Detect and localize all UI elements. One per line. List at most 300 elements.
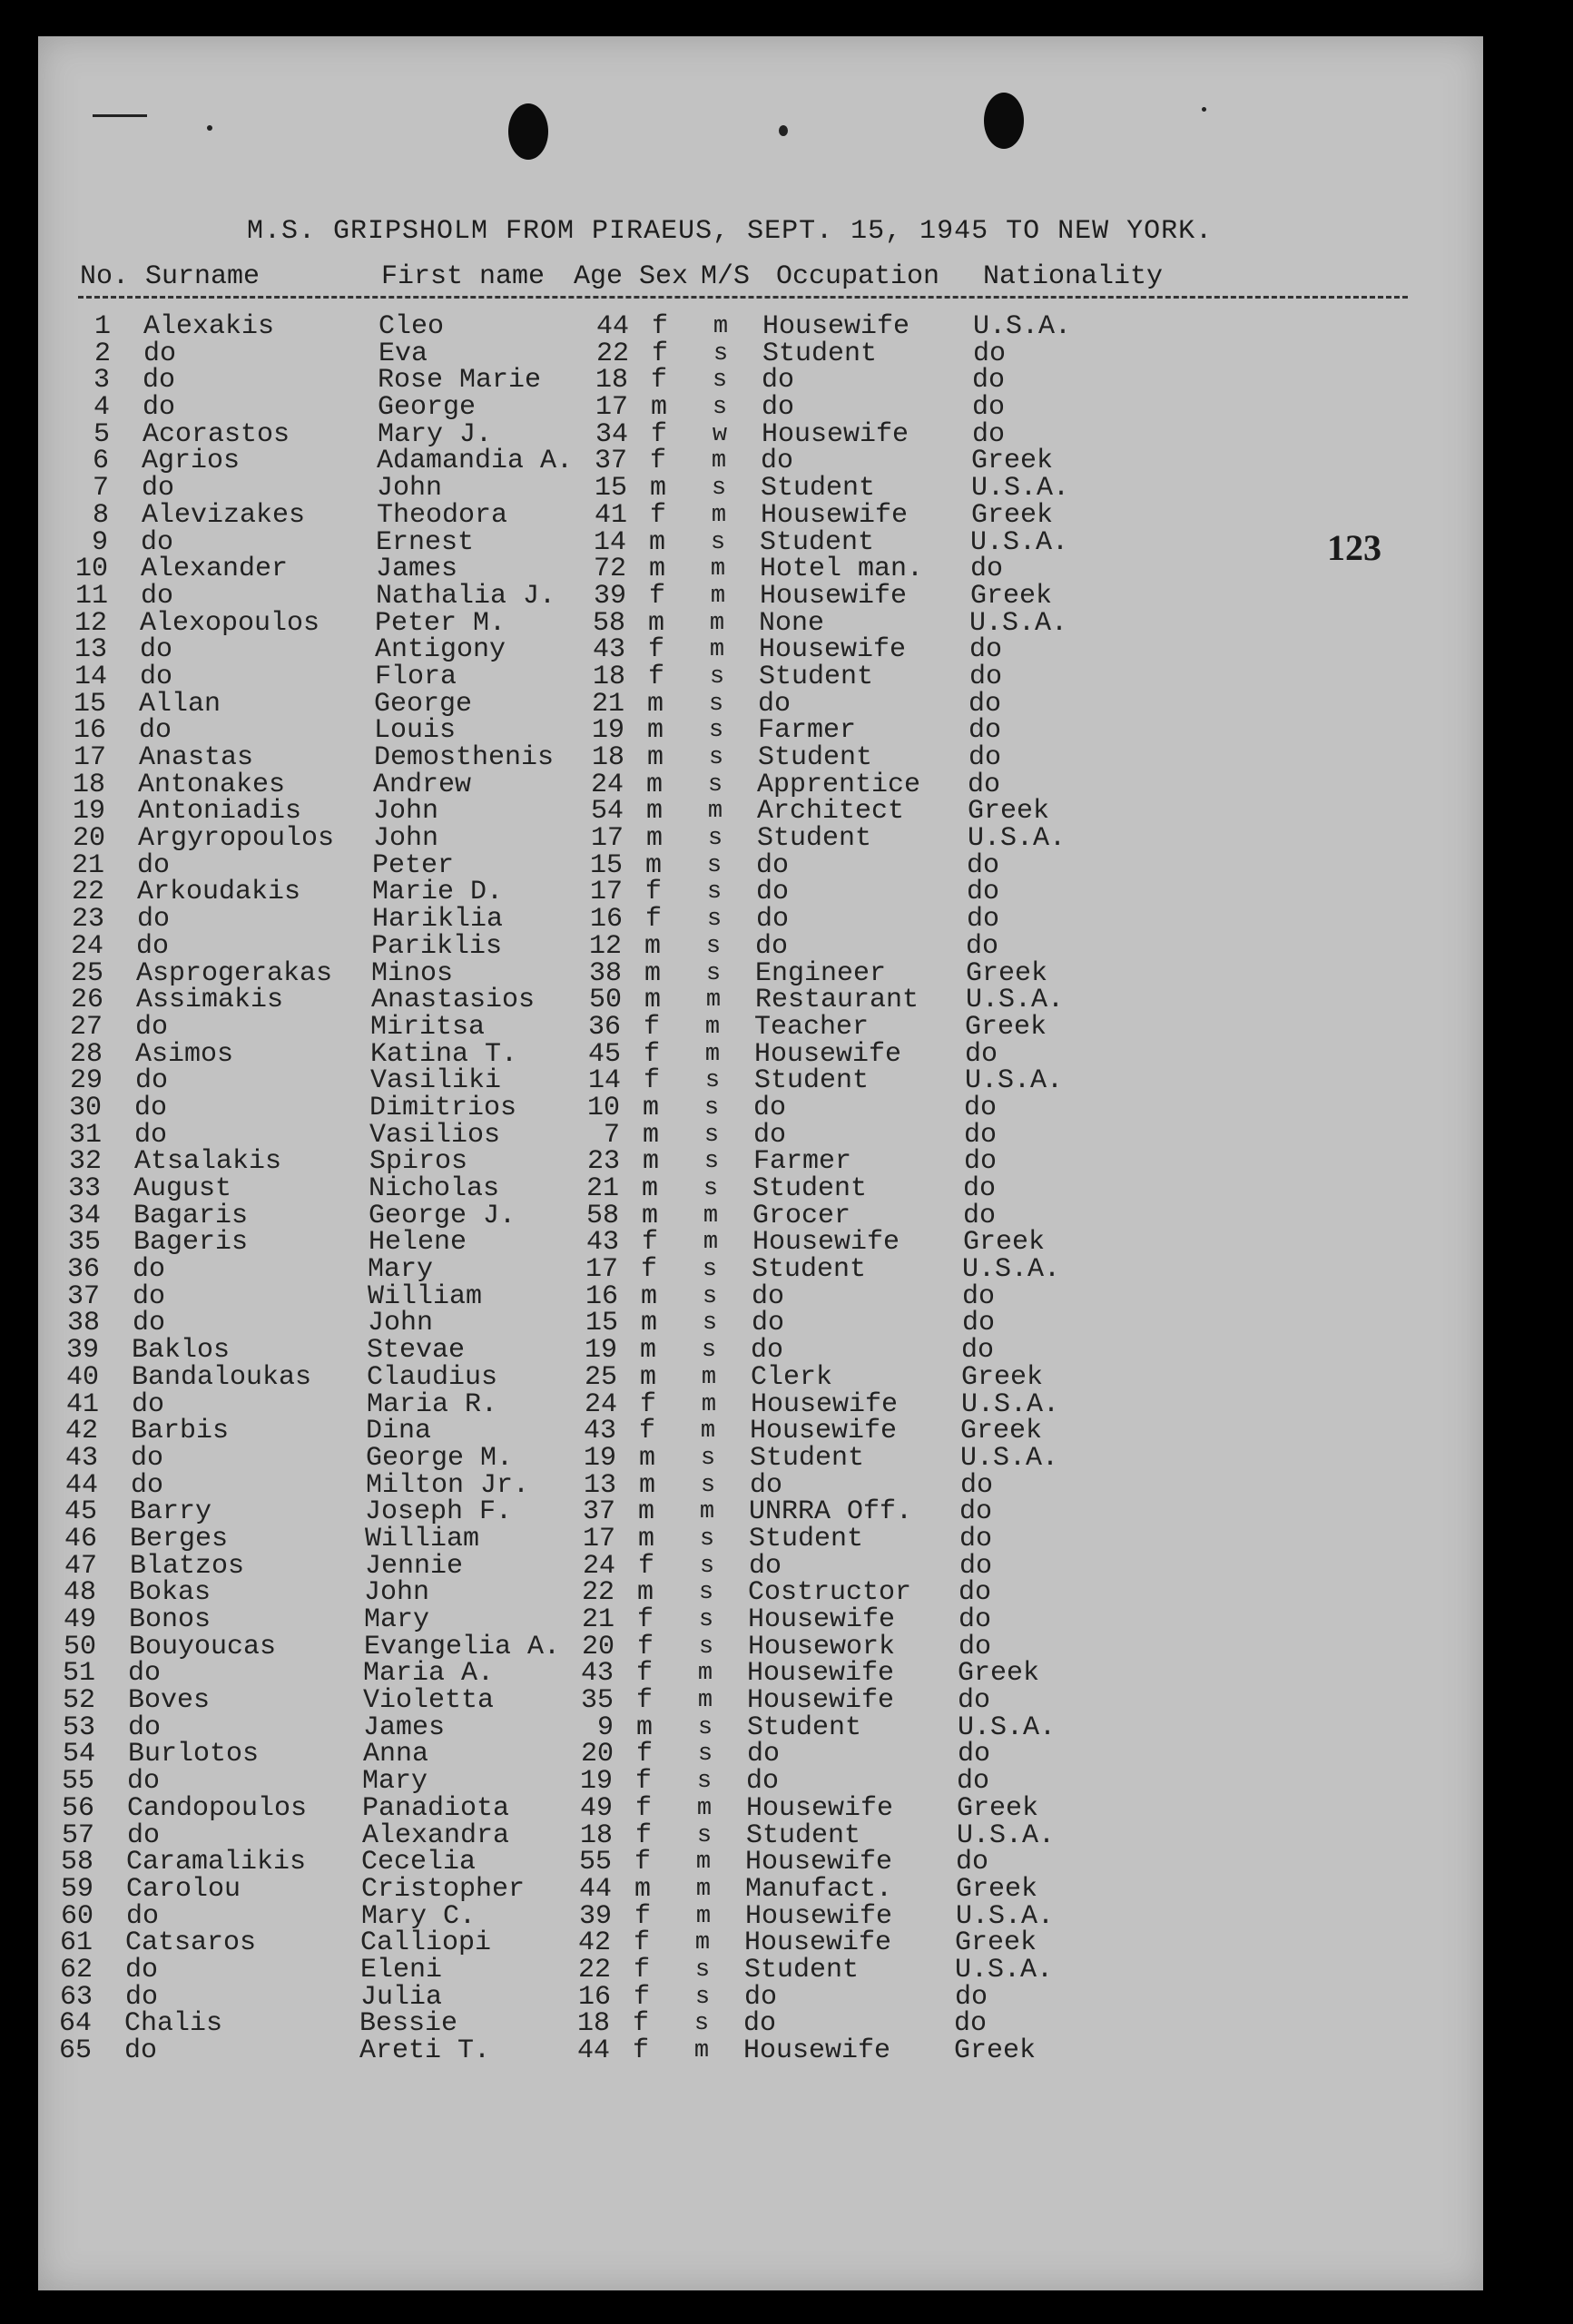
surname-cell: Bokas: [129, 1577, 211, 1609]
first-name-cell: Marie D.: [372, 877, 504, 908]
row-number-cell: 44: [64, 1469, 98, 1501]
table-row: [38, 2037, 1483, 2064]
marital-status-cell: m: [695, 1902, 712, 1930]
row-number-cell: 15: [73, 688, 106, 720]
table-row: [38, 1633, 1483, 1661]
sex-cell: f: [634, 1847, 651, 1878]
marital-status-cell: m: [699, 1498, 715, 1526]
age-cell: 18: [579, 1819, 613, 1851]
marital-status-cell: s: [707, 770, 723, 799]
nationality-cell: do: [957, 1766, 990, 1798]
first-name-cell: Antigony: [375, 634, 506, 666]
occupation-cell: Teacher: [754, 1011, 870, 1043]
marital-status-cell: s: [712, 367, 728, 395]
surname-cell: Catsaros: [125, 1927, 257, 1959]
marital-status-cell: m: [697, 1687, 713, 1715]
row-number-cell: 8: [92, 499, 109, 531]
first-name-cell: James: [376, 554, 458, 585]
table-row: [38, 1577, 1483, 1609]
age-cell: 9: [596, 1711, 614, 1743]
occupation-cell: do: [752, 1308, 785, 1339]
age-cell: 44: [576, 2035, 610, 2066]
first-name-cell: Dimitrios: [369, 1092, 517, 1123]
age-cell: 23: [586, 1146, 620, 1178]
nationality-cell: do: [969, 634, 1003, 666]
first-name-cell: Flora: [375, 661, 457, 692]
sex-cell: f: [651, 311, 668, 342]
first-name-cell: Cristopher: [361, 1873, 526, 1905]
row-number-cell: 59: [60, 1873, 93, 1905]
table-row: [38, 555, 1483, 583]
occupation-cell: Housewife: [751, 1388, 899, 1420]
occupation-cell: do: [749, 1550, 782, 1582]
age-cell: 24: [590, 769, 624, 800]
occupation-cell: Student: [746, 1819, 861, 1851]
surname-cell: do: [141, 526, 174, 558]
row-number-cell: 27: [69, 1011, 103, 1043]
age-cell: 19: [583, 1442, 616, 1474]
sex-cell: m: [642, 1146, 659, 1178]
row-number-cell: 7: [92, 473, 109, 505]
occupation-cell: Student: [750, 1442, 865, 1474]
row-number-cell: 54: [62, 1739, 95, 1770]
surname-cell: do: [135, 1011, 169, 1043]
marital-status-cell: m: [696, 1794, 713, 1822]
sex-cell: f: [650, 365, 667, 397]
row-number-cell: 34: [67, 1200, 101, 1231]
marital-status-cell: m: [703, 1201, 719, 1230]
row-number-cell: 51: [62, 1658, 95, 1690]
table-row: [38, 1658, 1483, 1690]
surname-cell: do: [137, 904, 171, 936]
first-name-cell: Alexandra: [362, 1819, 510, 1851]
first-name-cell: Hariklia: [372, 904, 504, 936]
first-name-cell: William: [365, 1523, 480, 1554]
surname-cell: do: [126, 1900, 160, 1932]
header-occupation: Occupation: [776, 261, 940, 292]
age-cell: 18: [576, 2008, 610, 2040]
first-name-cell: Cecelia: [361, 1847, 477, 1878]
nationality-cell: Greek: [963, 1227, 1046, 1259]
first-name-cell: Vasilios: [369, 1119, 501, 1151]
marital-status-cell: m: [710, 582, 726, 610]
sex-cell: f: [650, 418, 667, 450]
table-row: [38, 715, 1483, 747]
surname-cell: Antoniadis: [138, 796, 302, 828]
sex-cell: f: [634, 1900, 651, 1932]
nationality-cell: do: [972, 365, 1006, 397]
first-name-cell: John: [373, 796, 439, 828]
surname-cell: Bagaris: [133, 1200, 249, 1231]
first-name-cell: Nicholas: [369, 1173, 500, 1204]
occupation-cell: Housewife: [752, 1227, 900, 1259]
first-name-cell: Nathalia J.: [376, 580, 556, 612]
nationality-cell: do: [954, 2008, 988, 2040]
surname-cell: Agrios: [142, 446, 241, 477]
occupation-cell: do: [747, 1739, 781, 1770]
table-row: [38, 1469, 1483, 1501]
nationality-cell: U.S.A.: [973, 311, 1072, 342]
table-row: [38, 392, 1483, 424]
occupation-cell: Student: [760, 526, 875, 558]
table-row: [38, 823, 1483, 855]
age-cell: 37: [594, 446, 627, 477]
nationality-cell: Greek: [971, 446, 1054, 477]
marital-status-cell: s: [708, 717, 724, 745]
nationality-cell: U.S.A.: [960, 1442, 1059, 1474]
row-number-cell: 61: [59, 1927, 93, 1959]
table-row: [38, 1900, 1483, 1932]
first-name-cell: John: [373, 823, 439, 855]
row-number-cell: 65: [58, 2035, 92, 2066]
age-cell: 43: [583, 1416, 616, 1447]
age-cell: 58: [585, 1200, 619, 1231]
age-cell: 22: [581, 1577, 614, 1609]
occupation-cell: do: [753, 1092, 787, 1123]
table-row: [38, 849, 1483, 881]
age-cell: 35: [580, 1685, 614, 1717]
marital-status-cell: m: [695, 1848, 712, 1877]
age-cell: 38: [588, 957, 622, 989]
nationality-cell: Greek: [954, 2035, 1037, 2066]
sex-cell: f: [640, 1254, 657, 1286]
table-row: [38, 1496, 1483, 1528]
age-cell: 21: [591, 688, 624, 720]
occupation-cell: Student: [762, 338, 878, 369]
first-name-cell: Louis: [374, 715, 457, 747]
nationality-cell: do: [959, 1631, 992, 1662]
sex-cell: f: [633, 1927, 650, 1959]
age-cell: 37: [582, 1496, 615, 1528]
row-number-cell: 30: [68, 1092, 102, 1123]
marital-status-cell: s: [703, 1121, 720, 1149]
nationality-cell: do: [963, 1200, 997, 1231]
sex-cell: f: [636, 1604, 654, 1635]
row-number-cell: 14: [74, 661, 107, 692]
row-number-cell: 60: [60, 1900, 93, 1932]
nationality-cell: do: [964, 1092, 998, 1123]
nationality-cell: do: [972, 418, 1006, 450]
sex-cell: f: [632, 2008, 649, 2040]
occupation-cell: Housewife: [761, 499, 909, 531]
sex-cell: m: [646, 688, 664, 720]
marital-status-cell: s: [697, 1741, 713, 1769]
table-row: [38, 313, 1483, 340]
table-row: [38, 1766, 1483, 1798]
first-name-cell: Mary: [364, 1604, 430, 1635]
table-row: [38, 1094, 1483, 1122]
first-name-cell: Spiros: [369, 1146, 468, 1178]
age-cell: 22: [577, 1954, 611, 1986]
occupation-cell: do: [761, 446, 794, 477]
occupation-cell: Architect: [757, 796, 905, 828]
sex-cell: f: [635, 1685, 653, 1717]
age-cell: 24: [582, 1550, 615, 1582]
marital-status-cell: m: [701, 1363, 717, 1391]
nationality-cell: do: [968, 688, 1002, 720]
first-name-cell: Eva: [379, 338, 428, 369]
surname-cell: Bageris: [133, 1227, 249, 1259]
table-row: [38, 1065, 1483, 1097]
sex-cell: f: [632, 2035, 649, 2066]
sex-cell: m: [644, 985, 661, 1016]
surname-cell: Alexander: [141, 554, 289, 585]
marital-status-cell: s: [696, 1821, 713, 1849]
marital-status-cell: m: [709, 636, 725, 664]
marital-status-cell: s: [703, 1148, 720, 1176]
sex-cell: f: [635, 1658, 653, 1690]
age-cell: 18: [591, 742, 624, 773]
marital-status-cell: s: [699, 1525, 715, 1553]
occupation-cell: do: [756, 877, 790, 908]
age-cell: 24: [584, 1388, 617, 1420]
occupation-cell: Housewife: [762, 418, 909, 450]
marital-status-cell: s: [700, 1444, 716, 1472]
table-row: [38, 1711, 1483, 1743]
occupation-cell: Housewife: [750, 1416, 898, 1447]
row-number-cell: 56: [61, 1792, 94, 1824]
surname-cell: do: [139, 715, 172, 747]
nationality-cell: Greek: [958, 1658, 1040, 1690]
nationality-cell: do: [958, 1685, 991, 1717]
occupation-cell: Housewife: [745, 1847, 893, 1878]
first-name-cell: Mary J.: [378, 418, 493, 450]
occupation-cell: Student: [749, 1523, 864, 1554]
first-name-cell: James: [363, 1711, 446, 1743]
row-number-cell: 33: [67, 1173, 101, 1204]
marital-status-cell: m: [695, 1875, 712, 1903]
row-number-cell: 16: [73, 715, 106, 747]
nationality-cell: Greek: [971, 499, 1054, 531]
marital-status-cell: s: [703, 1175, 719, 1202]
marital-status-cell: m: [703, 1229, 719, 1257]
header-ms: M/S: [701, 261, 751, 292]
first-name-cell: Violetta: [363, 1685, 495, 1717]
sex-cell: f: [649, 446, 666, 477]
ink-speck: [779, 125, 788, 136]
row-number-cell: 5: [93, 418, 110, 450]
sex-cell: f: [633, 1954, 650, 1986]
nationality-cell: do: [966, 930, 999, 962]
sex-cell: m: [635, 1711, 653, 1743]
occupation-cell: UNRRA Off.: [749, 1496, 913, 1528]
occupation-cell: do: [746, 1766, 780, 1798]
table-row: [38, 340, 1483, 368]
sex-cell: m: [642, 1119, 659, 1151]
first-name-cell: Rose Marie: [378, 365, 542, 397]
sex-cell: f: [634, 1766, 652, 1798]
occupation-cell: Engineer: [755, 957, 887, 989]
marital-status-cell: s: [706, 851, 723, 879]
surname-cell: do: [124, 2035, 158, 2066]
row-number-cell: 17: [73, 742, 106, 773]
age-cell: 39: [593, 580, 626, 612]
first-name-cell: George: [378, 392, 477, 424]
surname-cell: Carolou: [126, 1873, 241, 1905]
first-name-cell: Vasiliki: [370, 1065, 502, 1097]
nationality-cell: do: [969, 661, 1003, 692]
nationality-cell: Greek: [961, 1361, 1044, 1393]
marital-status-cell: s: [701, 1337, 717, 1365]
first-name-cell: Peter M.: [375, 607, 506, 639]
sex-cell: m: [645, 796, 663, 828]
row-number-cell: 58: [60, 1847, 93, 1878]
table-row: [38, 1792, 1483, 1824]
marital-status-cell: s: [702, 1282, 718, 1310]
row-number-cell: 57: [61, 1819, 94, 1851]
nationality-cell: do: [967, 849, 1000, 881]
header-age: Age: [574, 261, 624, 292]
occupation-cell: Housewife: [747, 1658, 895, 1690]
table-row: [38, 418, 1483, 450]
table-row: [38, 1873, 1483, 1905]
nationality-cell: do: [955, 1981, 988, 2013]
surname-cell: do: [128, 1658, 162, 1690]
surname-cell: do: [140, 634, 173, 666]
age-cell: 15: [589, 849, 623, 881]
surname-cell: do: [133, 1280, 166, 1312]
first-name-cell: Maria A.: [363, 1658, 495, 1690]
age-cell: 41: [594, 499, 627, 531]
occupation-cell: None: [759, 607, 825, 639]
occupation-cell: Housework: [748, 1631, 896, 1662]
nationality-cell: Greek: [956, 1873, 1038, 1905]
table-row: [38, 1442, 1483, 1474]
row-number-cell: 49: [63, 1604, 96, 1635]
punch-hole-right: [984, 93, 1024, 149]
table-row: [38, 986, 1483, 1014]
sex-cell: f: [637, 1550, 654, 1582]
marital-status-cell: m: [709, 609, 725, 637]
table-row: [38, 607, 1483, 639]
nationality-cell: U.S.A.: [966, 985, 1065, 1016]
first-name-cell: Panadiota: [362, 1792, 510, 1824]
nationality-cell: do: [968, 742, 1002, 773]
sex-cell: m: [641, 1200, 658, 1231]
marital-status-cell: m: [711, 447, 727, 476]
sex-cell: f: [647, 634, 664, 666]
first-name-cell: Dina: [366, 1416, 432, 1447]
table-row: [38, 473, 1483, 505]
age-cell: 72: [593, 554, 626, 585]
nationality-cell: do: [959, 1523, 993, 1554]
row-number-cell: 36: [66, 1254, 100, 1286]
table-row: [38, 1525, 1483, 1553]
sex-cell: f: [636, 1631, 654, 1662]
sex-cell: m: [644, 930, 661, 962]
sex-cell: m: [646, 715, 664, 747]
marital-status-cell: m: [693, 2037, 710, 2064]
sex-cell: f: [651, 338, 668, 369]
sex-cell: m: [645, 823, 663, 855]
marital-status-cell: m: [710, 555, 726, 583]
row-number-cell: 38: [66, 1308, 100, 1339]
first-name-cell: Joseph F.: [365, 1496, 513, 1528]
table-row: [38, 1011, 1483, 1043]
first-name-cell: Andrew: [373, 769, 472, 800]
marital-status-cell: s: [694, 1956, 711, 1984]
punch-hole-left: [508, 103, 548, 160]
table-row: [38, 499, 1483, 531]
age-cell: 54: [590, 796, 624, 828]
table-row: [38, 526, 1483, 558]
surname-cell: Barry: [130, 1496, 212, 1528]
nationality-cell: do: [968, 715, 1002, 747]
marital-status-cell: s: [696, 1768, 713, 1796]
row-number-cell: 13: [74, 634, 107, 666]
age-cell: 43: [585, 1227, 619, 1259]
occupation-cell: do: [762, 365, 795, 397]
nationality-cell: Greek: [960, 1416, 1043, 1447]
sex-cell: f: [643, 1011, 660, 1043]
occupation-cell: Housewife: [759, 634, 907, 666]
occupation-cell: do: [756, 849, 790, 881]
surname-cell: do: [134, 1092, 168, 1123]
surname-cell: Asimos: [135, 1038, 234, 1070]
surname-cell: Atsalakis: [134, 1146, 282, 1178]
nationality-cell: Greek: [957, 1792, 1039, 1824]
row-number-cell: 21: [71, 849, 104, 881]
marital-status-cell: s: [697, 1713, 713, 1741]
surname-cell: do: [125, 1981, 159, 2013]
occupation-cell: Student: [759, 661, 874, 692]
first-name-cell: Cleo: [379, 311, 445, 342]
nationality-cell: U.S.A.: [970, 526, 1069, 558]
passenger-table: [38, 313, 1483, 2064]
row-number-cell: 18: [72, 769, 105, 800]
surname-cell: do: [133, 1308, 166, 1339]
surname-cell: Assimakis: [136, 985, 284, 1016]
first-name-cell: Pariklis: [371, 930, 503, 962]
row-number-cell: 64: [58, 2008, 92, 2040]
sex-cell: m: [636, 1577, 654, 1609]
table-row: [38, 930, 1483, 962]
first-name-cell: William: [368, 1280, 483, 1312]
sex-cell: f: [639, 1388, 656, 1420]
nationality-cell: do: [960, 1469, 994, 1501]
table-row: [38, 1685, 1483, 1717]
marital-status-cell: s: [706, 906, 723, 934]
table-row: [38, 1819, 1483, 1851]
row-number-cell: 25: [70, 957, 103, 989]
table-row: [38, 1361, 1483, 1393]
sex-cell: f: [643, 1065, 660, 1097]
row-number-cell: 50: [63, 1631, 96, 1662]
surname-cell: Bonos: [129, 1604, 211, 1635]
nationality-cell: do: [959, 1550, 993, 1582]
age-cell: 16: [589, 904, 623, 936]
first-name-cell: John: [364, 1577, 430, 1609]
row-number-cell: 12: [74, 607, 107, 639]
header-sex: Sex: [639, 261, 689, 292]
sex-cell: f: [644, 904, 662, 936]
first-name-cell: Eleni: [360, 1954, 443, 1986]
age-cell: 17: [595, 392, 628, 424]
surname-cell: do: [143, 392, 176, 424]
surname-cell: Chalis: [124, 2008, 223, 2040]
surname-cell: do: [141, 580, 174, 612]
marital-status-cell: s: [700, 1471, 716, 1499]
occupation-cell: Housewife: [762, 311, 910, 342]
sex-cell: f: [635, 1739, 653, 1770]
surname-cell: do: [127, 1766, 161, 1798]
nationality-cell: do: [962, 1280, 996, 1312]
age-cell: 50: [588, 985, 622, 1016]
surname-cell: Candopoulos: [127, 1792, 308, 1824]
age-cell: 19: [591, 715, 624, 747]
sex-cell: m: [640, 1280, 657, 1312]
age-cell: 18: [592, 661, 625, 692]
